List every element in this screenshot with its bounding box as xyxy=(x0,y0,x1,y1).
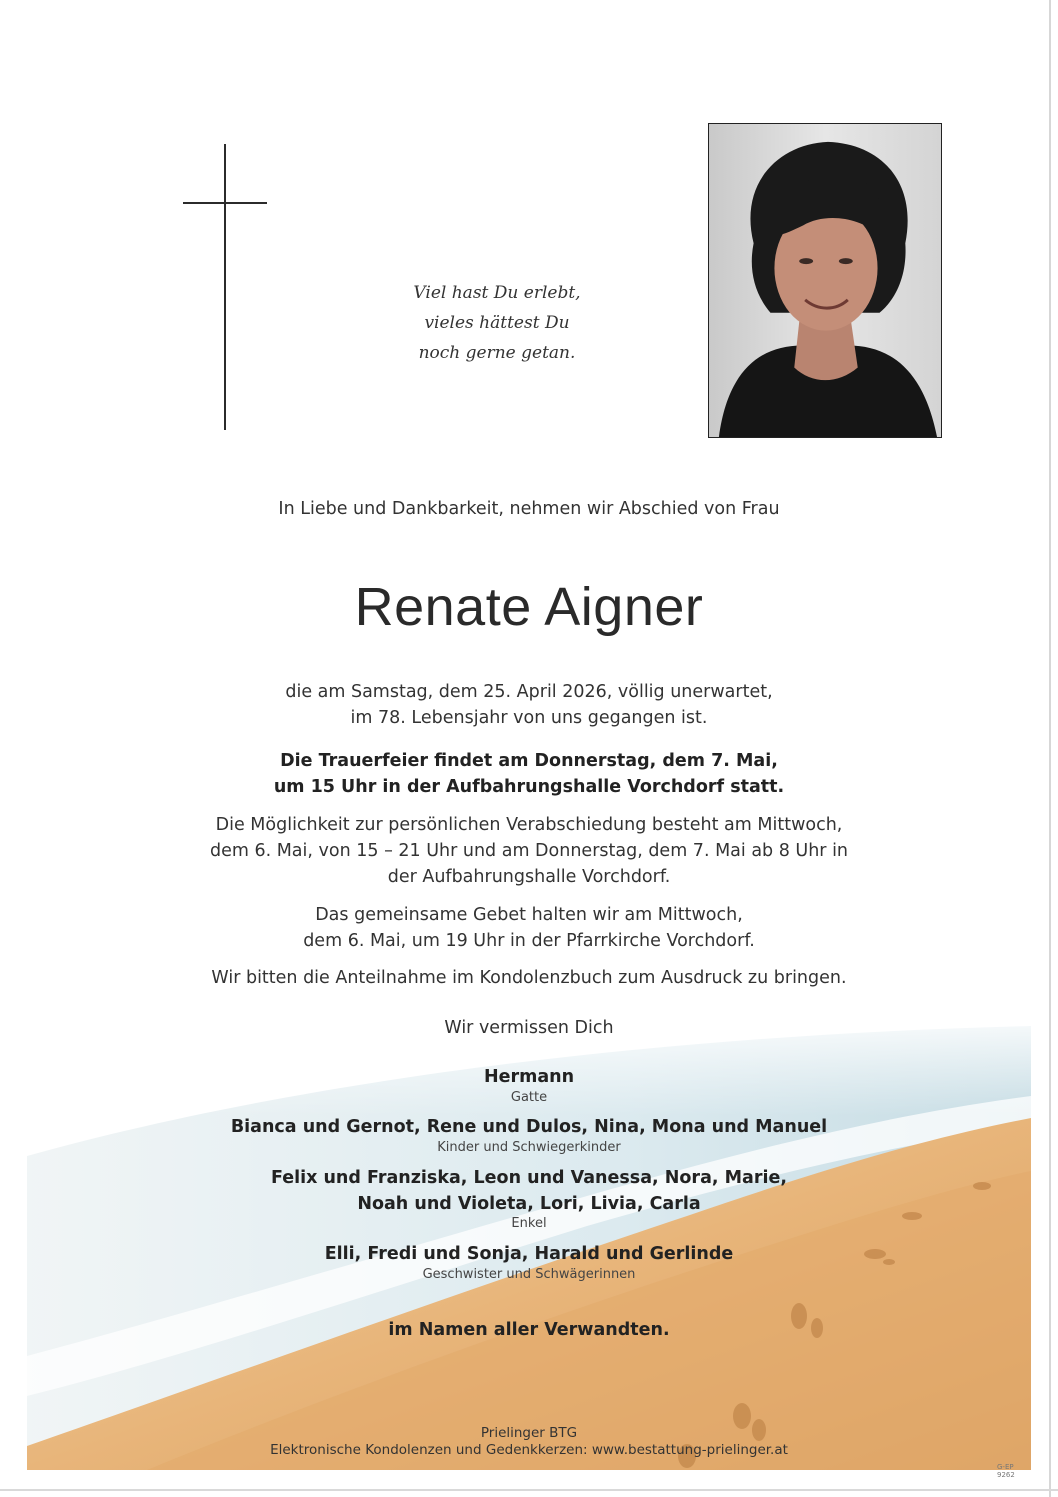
family-names-line: Bianca und Gernot, Rene und Dulos, Nina, Mona und Manuel xyxy=(230,1117,828,1137)
funeral-line: um 15 Uhr in der Aufbahrungshalle Vorchdorf statt. xyxy=(273,777,785,797)
family-names xyxy=(27,1064,1031,1090)
family-names xyxy=(27,1241,1031,1267)
funeral-line: Die Trauerfeier findet am Donnerstag, dem 7. Mai, xyxy=(280,751,778,771)
missing-you-text: Wir vermissen Dich xyxy=(444,1018,614,1038)
verse-line: vieles hättest Du xyxy=(424,313,570,333)
family-names-line: Elli, Fredi und Sonja, Harald und Gerlinde xyxy=(324,1244,734,1264)
farewell-line: dem 6. Mai, von 15 – 21 Uhr und am Donnerstag, dem 7. Mai ab 8 Uhr in xyxy=(209,841,849,861)
family-role: Enkel xyxy=(511,1216,547,1231)
obituary-sheet xyxy=(27,26,1031,1479)
verse-line: Viel hast Du erlebt, xyxy=(413,283,581,303)
footer xyxy=(27,1425,1031,1459)
print-code: G-EP 9262 xyxy=(997,1463,1015,1479)
prayer-notice xyxy=(27,902,1031,954)
funeral-home-name: Prielinger BTG xyxy=(480,1425,578,1441)
cross-vertical-bar xyxy=(224,144,226,430)
intro-text: In Liebe und Dankbarkeit, nehmen wir Abschied von Frau xyxy=(278,499,780,519)
cross-horizontal-bar xyxy=(183,202,267,204)
deceased-name: Renate Aigner xyxy=(354,577,704,637)
family-role: Kinder und Schwiegerkinder xyxy=(437,1140,621,1155)
family-role: Gatte xyxy=(510,1090,548,1105)
family-names xyxy=(27,1114,1031,1140)
page-edge-right xyxy=(1049,0,1051,1497)
family-names-line: Noah und Violeta, Lori, Livia, Carla xyxy=(357,1194,701,1214)
portrait-photo xyxy=(708,123,942,438)
page-edge-bottom xyxy=(0,1489,1058,1491)
condolence-website: Elektronische Kondolenzen und Gedenkkerzen: www.bestattung-prielinger.at xyxy=(270,1442,788,1458)
prayer-line: Das gemeinsame Gebet halten wir am Mittwoch, xyxy=(315,905,743,925)
funeral-notice xyxy=(27,748,1031,800)
family-names-line: Hermann xyxy=(483,1067,575,1087)
verse xyxy=(367,278,627,368)
closing-text: im Namen aller Verwandten. xyxy=(388,1320,670,1340)
death-notice-line: im 78. Lebensjahr von uns gegangen ist. xyxy=(350,708,708,728)
death-notice xyxy=(27,679,1031,731)
farewell-line: Die Möglichkeit zur persönlichen Verabschiedung besteht am Mittwoch, xyxy=(215,815,843,835)
farewell-line: der Aufbahrungshalle Vorchdorf. xyxy=(387,867,671,887)
prayer-line: dem 6. Mai, um 19 Uhr in der Pfarrkirche Vorchdorf. xyxy=(303,931,755,951)
farewell-notice xyxy=(27,812,1031,890)
verse-line: noch gerne getan. xyxy=(418,343,576,363)
condolence-request: Wir bitten die Anteilnahme im Kondolenzbuch zum Ausdruck zu bringen. xyxy=(211,968,847,988)
family-names xyxy=(27,1165,1031,1217)
family-role: Geschwister und Schwägerinnen xyxy=(422,1267,636,1282)
death-notice-line: die am Samstag, dem 25. April 2026, völlig unerwartet, xyxy=(285,682,773,702)
family-names-line: Felix und Franziska, Leon und Vanessa, Nora, Marie, xyxy=(270,1168,787,1188)
